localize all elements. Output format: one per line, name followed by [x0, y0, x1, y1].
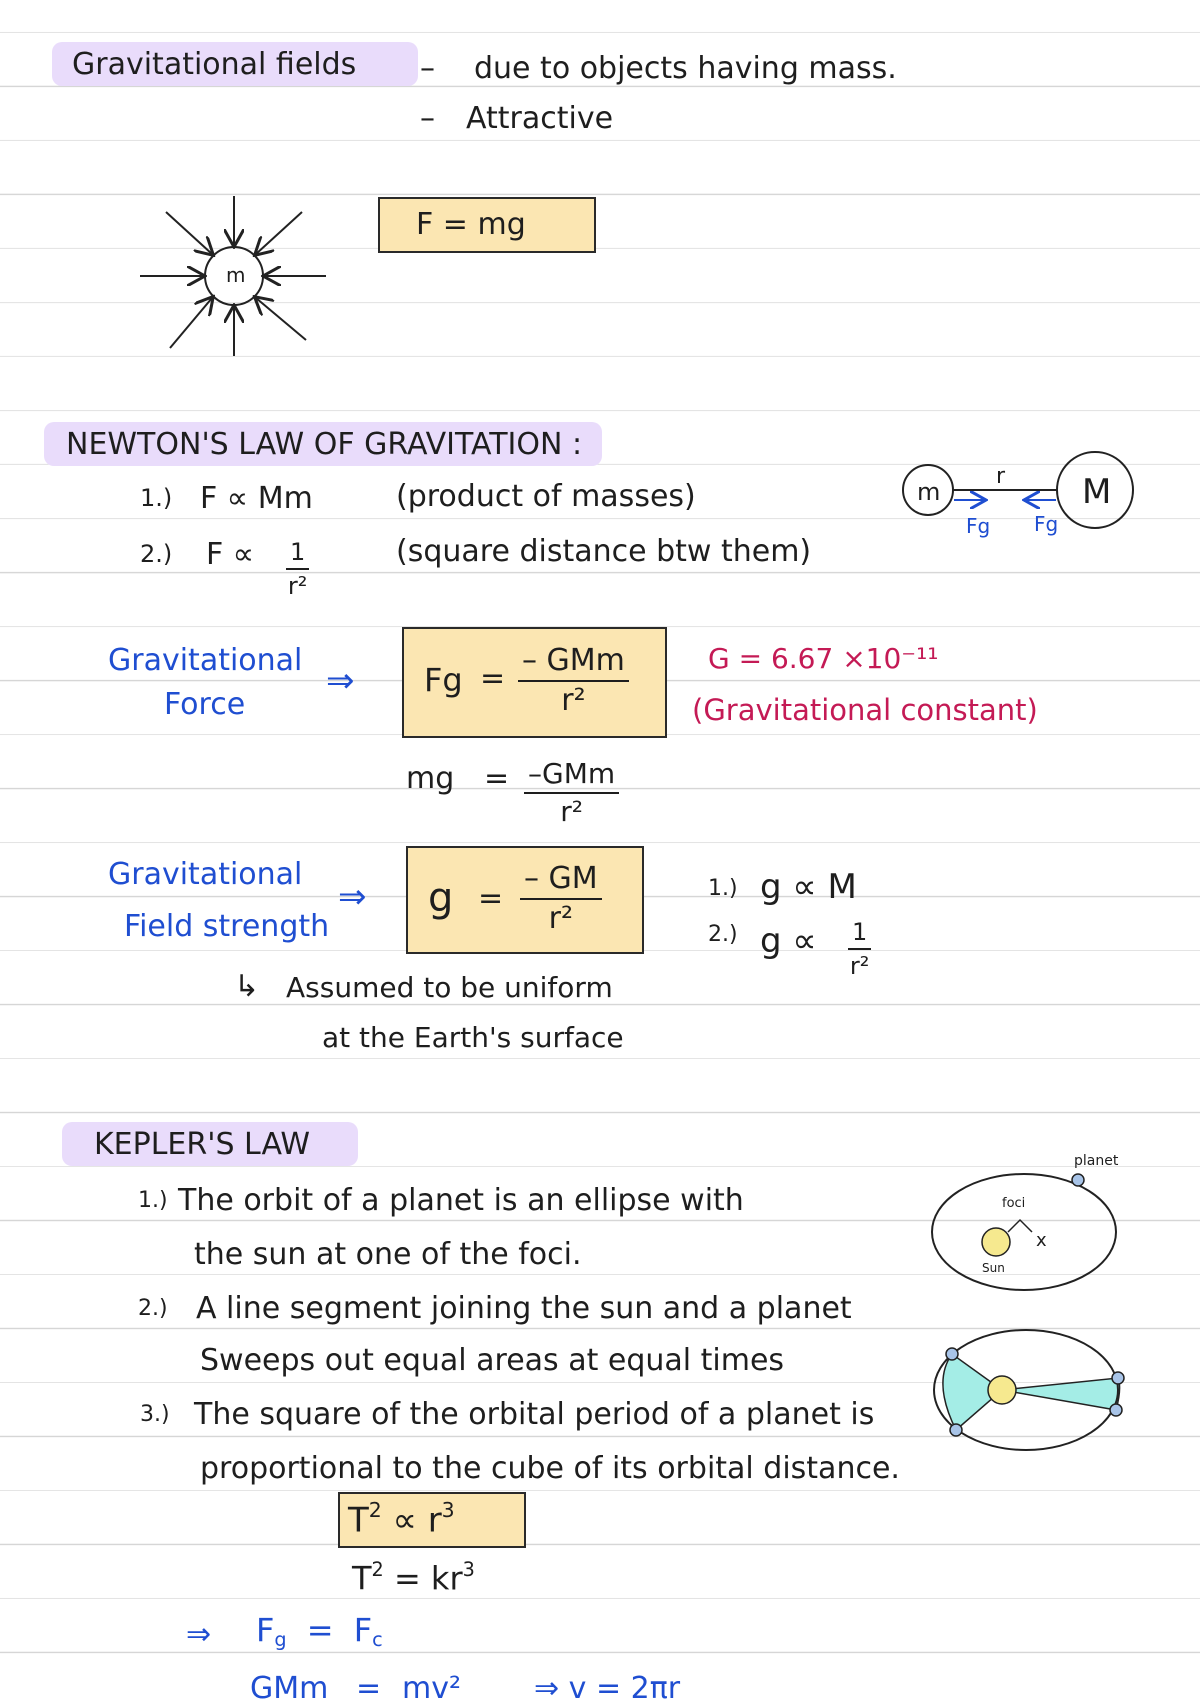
equals-sign: = — [356, 1671, 382, 1706]
proportional-symbol: ∝ — [392, 1500, 417, 1541]
law1-proportion: F ∝ Mm — [200, 481, 313, 516]
field-strength-label: Gravitational — [108, 857, 303, 892]
dash-bullet: – — [420, 51, 435, 86]
implies-arrow: ⇒ — [186, 1617, 212, 1652]
g-fraction — [520, 861, 602, 936]
fraction-numerator: 1 — [848, 920, 871, 950]
uniform-note-line1: Assumed to be uniform — [286, 971, 613, 1004]
focus-mark: x — [1036, 1230, 1047, 1251]
period-symbol: T — [348, 1500, 369, 1541]
kepler-law1-line1: The orbit of a planet is an ellipse with — [178, 1183, 744, 1218]
equals-sign: = — [393, 1559, 421, 1598]
fraction-numerator: –GMm — [524, 760, 619, 794]
law-number: 3.) — [140, 1402, 170, 1427]
sun-dot — [988, 1376, 1016, 1404]
fraction-denominator: r² — [287, 572, 308, 600]
law2-note: (square distance btw them) — [396, 534, 812, 569]
planet-dot — [1110, 1404, 1122, 1416]
force-label-large: Fg — [1034, 512, 1059, 536]
orbit-ellipse-diagram — [928, 1160, 1128, 1300]
planet-dot — [1072, 1174, 1084, 1186]
orbit-ellipse — [932, 1174, 1116, 1290]
g-symbol: g — [428, 875, 454, 921]
fraction-numerator: – GM — [520, 864, 602, 900]
field-prop2-fraction — [848, 920, 871, 978]
fraction-denominator: r² — [849, 952, 870, 980]
planet-dot — [950, 1424, 962, 1436]
fg-equals-fc — [256, 1611, 383, 1651]
kepler3-equation — [352, 1558, 475, 1598]
kr-term: kr — [430, 1559, 463, 1598]
force-symbol: F — [256, 1611, 275, 1649]
force-symbol: F — [353, 1611, 373, 1649]
planet-dot — [1112, 1372, 1124, 1384]
bottom-velocity: ⇒ v = 2πr — [534, 1671, 681, 1706]
bottom-gmm: GMm — [250, 1671, 329, 1706]
fg-fraction — [518, 643, 629, 718]
uniform-note-line2: at the Earth's surface — [322, 1021, 624, 1054]
kepler-law3-line1: The square of the orbital period of a planet is — [194, 1397, 875, 1432]
law2-fraction — [286, 540, 309, 598]
law-number: 2.) — [708, 922, 738, 947]
kepler-law1-line2: the sun at one of the foci. — [194, 1237, 582, 1272]
large-mass-label: M — [1082, 472, 1112, 512]
gravitational-constant-value: G = 6.67 ×10⁻¹¹ — [708, 642, 939, 675]
law2-proportion: F ∝ — [206, 537, 255, 572]
note-arrow: ↳ — [234, 969, 260, 1004]
law-number: 2.) — [138, 1296, 168, 1321]
law-number: 1.) — [140, 484, 173, 512]
law-number: 1.) — [138, 1188, 168, 1213]
equals-sign: = — [478, 881, 504, 916]
section-heading-newton: NEWTON'S LAW OF GRAVITATION : — [66, 427, 583, 462]
equals-sign: = — [480, 661, 506, 696]
law-number: 1.) — [708, 876, 738, 901]
exponent-2: 2 — [368, 1498, 382, 1522]
period-symbol: T — [352, 1559, 372, 1598]
mass-label: m — [226, 263, 246, 287]
planet-dot — [946, 1348, 958, 1360]
foci-label: foci — [1002, 1196, 1026, 1211]
force-label-small: Fg — [966, 514, 991, 538]
fraction-denominator: r² — [560, 795, 583, 828]
equals-sign: = — [484, 761, 510, 796]
field-point-attractive: Attractive — [466, 101, 614, 136]
swept-area-right — [1002, 1378, 1120, 1410]
kepler3-proportion — [348, 1498, 455, 1541]
sun-label: Sun — [982, 1261, 1005, 1275]
equals-sign: = — [306, 1611, 334, 1649]
separation-label: r — [996, 464, 1006, 489]
planet-label: planet — [1074, 1153, 1119, 1169]
distance-symbol: r — [427, 1500, 442, 1541]
field-proportion-mass: g ∝ M — [760, 867, 857, 907]
field-point-mass: due to objects having mass. — [474, 51, 897, 86]
kepler-law2-line1: A line segment joining the sun and a planet — [196, 1291, 852, 1326]
fraction-numerator: – GMm — [518, 646, 629, 682]
exponent-3: 3 — [441, 1498, 455, 1522]
section-heading-gravitational-fields: Gravitational fields — [72, 47, 357, 82]
gravitational-force-label: Force — [164, 687, 246, 722]
exponent-3: 3 — [462, 1558, 475, 1581]
implies-arrow: ⇒ — [326, 661, 355, 701]
law1-note: (product of masses) — [396, 479, 696, 514]
sun-dot — [982, 1228, 1010, 1256]
law-number: 2.) — [140, 540, 173, 568]
field-strength-label: Field strength — [124, 909, 330, 944]
mg-fraction — [524, 757, 619, 828]
dash-bullet: – — [420, 101, 435, 136]
fg-symbol: Fg — [424, 661, 463, 699]
kepler-law3-line2: proportional to the cube of its orbital distance. — [200, 1451, 900, 1486]
field-proportion-distance: g ∝ — [760, 921, 817, 961]
gravitational-constant-name: (Gravitational constant) — [692, 693, 1038, 727]
kepler-law2-line2: Sweeps out equal areas at equal times — [200, 1343, 785, 1378]
bottom-mv2: mv² — [402, 1671, 462, 1706]
fraction-denominator: r² — [561, 683, 586, 718]
formula-f-mg: F = mg — [416, 207, 526, 242]
force-subscript: c — [372, 1627, 383, 1651]
mg-symbol: mg — [406, 761, 455, 796]
equal-areas-diagram — [930, 1322, 1130, 1452]
force-subscript: g — [274, 1627, 287, 1651]
implies-arrow: ⇒ — [338, 877, 367, 917]
fraction-denominator: r² — [548, 901, 574, 936]
small-mass-label: m — [917, 478, 941, 506]
fraction-numerator: 1 — [286, 540, 309, 570]
gravitational-force-label: Gravitational — [108, 643, 303, 678]
section-heading-kepler: KEPLER'S LAW — [94, 1127, 311, 1162]
exponent-2: 2 — [371, 1558, 384, 1581]
